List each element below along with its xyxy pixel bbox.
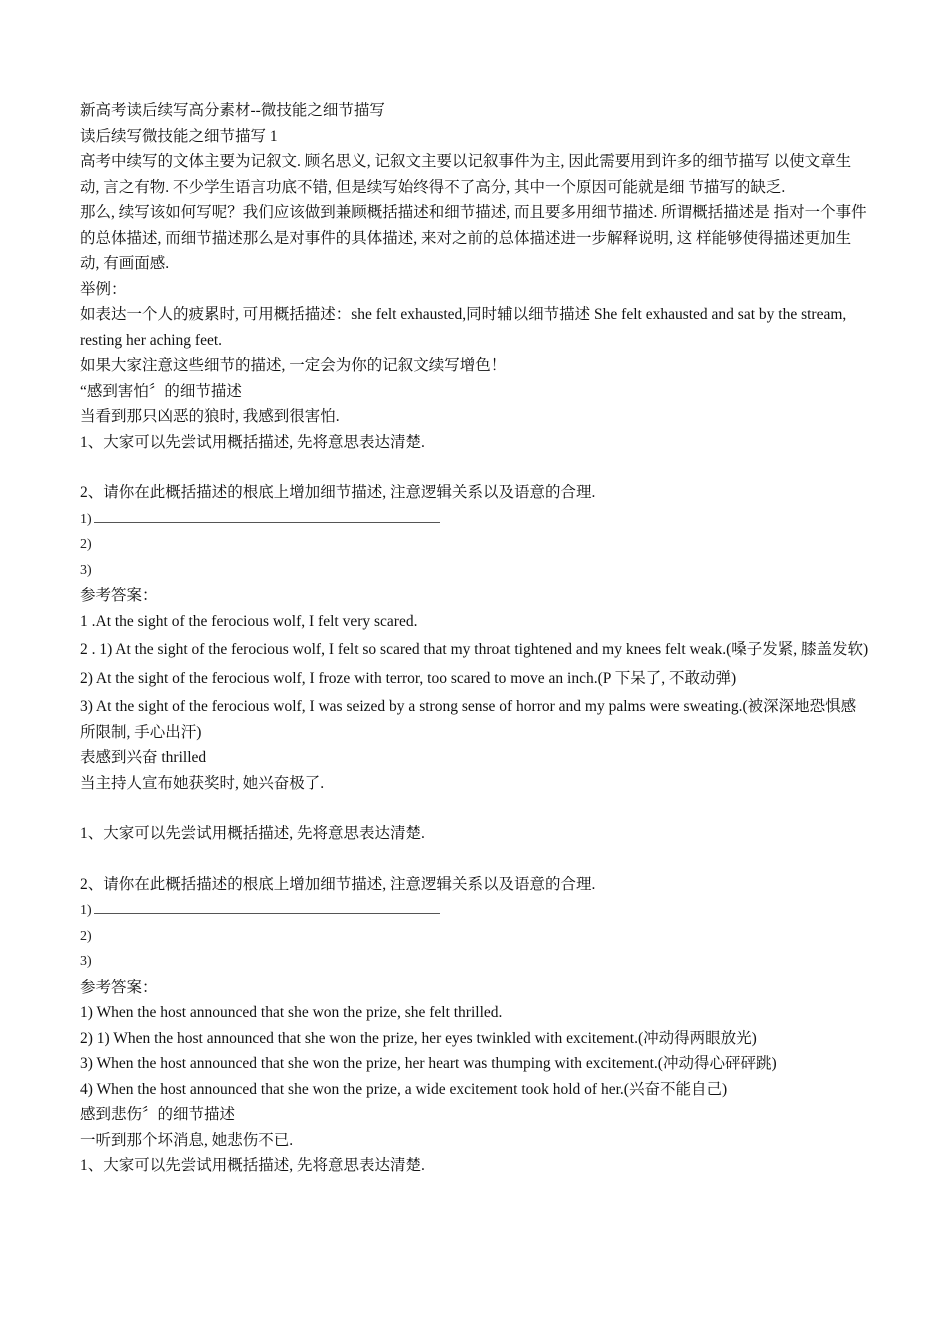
answer-item: 3) At the sight of the ferocious wolf, I was seized by a strong sense of horror and my palms were sweating.(被深深地恐惧感所限制, 手心出汗) [80, 698, 857, 741]
blank-line: 1) [80, 506, 870, 533]
section-heading: 表感到兴奋 thrilled [80, 749, 207, 766]
answer-blank[interactable] [94, 508, 440, 523]
answer-item: 3) When the host announced that she won the prize, her heart was thumping with excitement.(冲动得心砰砰跳) [80, 1055, 777, 1072]
doc-title: 新高考读后续写高分素材--微技能之细节描写 [80, 102, 385, 119]
task-1: 1、大家可以先尝试用概括描述, 先将意思表达清楚. [80, 1157, 425, 1174]
intro-example-label: 举例： [80, 280, 127, 298]
answer-item: 1) When the host announced that she won the prize, she felt thrilled. [80, 1004, 503, 1021]
task-2: 2、请你在此概括描述的根底上增加细节描述, 注意逻辑关系以及语意的合理. [80, 875, 596, 893]
intro-paragraph: 高考中续写的文体主要为记叙文. 顾名思义, 记叙文主要以记叙事件为主, 因此需要用到许多的细节描写 以使文章生动, 言之有物. 不少学生语言功底不错, 但是续写始终得不了高分, 其中一个原因可能就是细 节描写的缺乏. [80, 153, 852, 196]
section-sentence: 当主持人宣布她获奖时, 她兴奋极了. [80, 774, 325, 792]
answer-item: 2) 1) When the host announced that she won the prize, her eyes twinkled with excitement.(冲动得两眼放光) [80, 1029, 757, 1047]
answer-item: 2) At the sight of the ferocious wolf, I froze with terror, too scared to move an inch.(P 下呆了, 不敢动弹) [80, 669, 737, 687]
section-heading: 感到悲伤〞的细节描述 [80, 1106, 236, 1123]
blank-line: 3) [80, 954, 92, 969]
section-sentence: 当看到那只凶恶的狼时, 我感到很害怕. [80, 408, 340, 425]
intro-paragraph: 那么, 续写该如何写呢？我们应该做到兼顾概括描述和细节描述, 而且要多用细节描述. 所谓概括描述是 指对一个事件的总体描述, 而细节描述那么是对事件的具体描述, 来对之前的总体描述进一步解释说明, 这 样能够使得描述更加生动, 有画面感. [80, 204, 867, 272]
blank-line: 2) [80, 928, 92, 944]
answer-blank[interactable] [94, 899, 440, 914]
answer-label: 参考答案： [80, 978, 158, 996]
intro-paragraph: 如表达一个人的疲累时, 可用概括描述：she felt exhausted,同时辅以细节描述 She felt exhausted and sat by the stream, resting her aching feet. [80, 306, 847, 349]
task-1: 1、大家可以先尝试用概括描述, 先将意思表达清楚. [80, 433, 425, 451]
blank-line: 2) [80, 537, 92, 552]
document-body [80, 98, 870, 1179]
section-heading: “感到害怕〞的细节描述 [80, 382, 242, 400]
answer-item: 4) When the host announced that she won the prize, a wide excitement took hold of her.(兴奋不能自己) [80, 1080, 728, 1098]
answer-item: 1 .At the sight of the ferocious wolf, I felt very scared. [80, 612, 418, 630]
answer-label: 参考答案： [80, 587, 158, 604]
answer-item: 2 . 1) At the sight of the ferocious wolf, I felt so scared that my throat tightened and my knees felt weak.(嗓子发紧, 膝盖发软) [80, 641, 869, 658]
blank-line: 3) [80, 562, 92, 578]
doc-subtitle: 读后续写微技能之细节描写 1 [80, 127, 278, 145]
task-1: 1、大家可以先尝试用概括描述, 先将意思表达清楚. [80, 825, 425, 842]
intro-paragraph: 如果大家注意这些细节的描述, 一定会为你的记叙文续写增色！ [80, 357, 507, 374]
task-2: 2、请你在此概括描述的根底上增加细节描述, 注意逻辑关系以及语意的合理. [80, 484, 596, 501]
section-sentence: 一听到那个坏消息, 她悲伤不已. [80, 1131, 294, 1149]
blank-line: 1) [80, 897, 870, 924]
